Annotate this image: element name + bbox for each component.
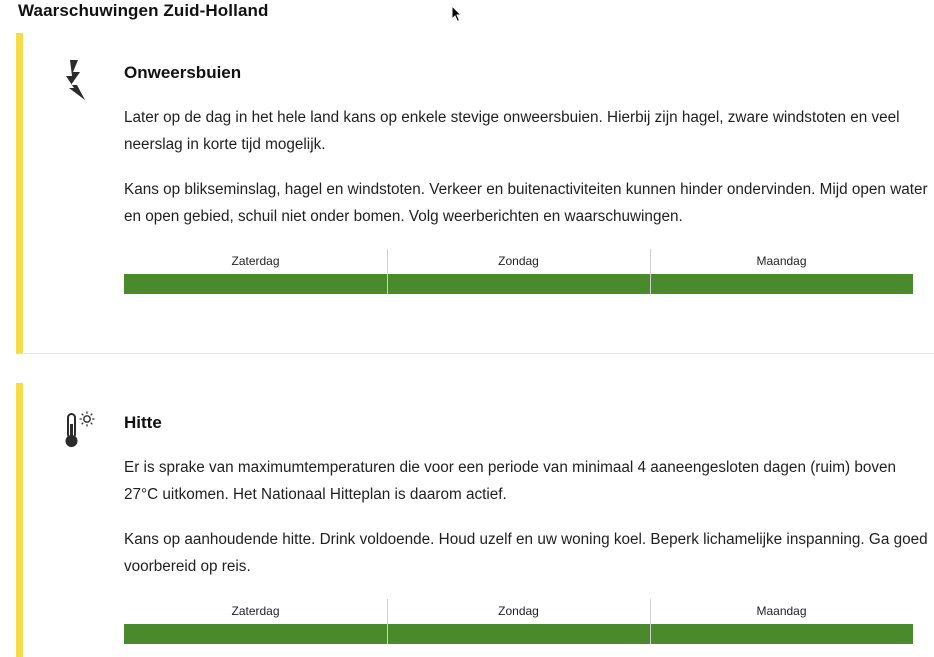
warning-card-onweersbuien bbox=[16, 33, 934, 354]
day-saturday[interactable] bbox=[124, 599, 387, 644]
warning-level-bar bbox=[387, 274, 650, 294]
day-label: Zondag bbox=[498, 604, 539, 618]
warning-advice: Kans op aanhoudende hitte. Drink voldoende. Houd uzelf en uw woning koel. Beperk lichamelijke inspanning. Ga goed voorbereid op reis. bbox=[124, 531, 928, 575]
day-divider bbox=[387, 249, 388, 294]
warning-description: Later op de dag in het hele land kans op enkele stevige onweersbuien. Hierbij zijn hagel, zware windstoten en veel neerslag in korte tijd mogelijk. bbox=[124, 109, 900, 153]
day-label: Zaterdag bbox=[231, 254, 280, 268]
warning-description: Er is sprake van maximumtemperaturen die voor een periode van minimaal 4 aaneengesloten dagen (ruim) boven 27°C uitkomen. Het Nationaal Hitteplan is daarom actief. bbox=[124, 459, 897, 503]
warning-level-bar bbox=[650, 274, 913, 294]
day-monday[interactable] bbox=[650, 599, 913, 644]
day-divider bbox=[650, 599, 651, 644]
day-timeline bbox=[124, 599, 913, 644]
day-sunday[interactable] bbox=[387, 599, 650, 644]
warning-level-bar bbox=[387, 624, 650, 644]
lightning-icon bbox=[61, 58, 87, 102]
thermometer-sun-icon bbox=[61, 410, 97, 450]
warning-title: Onweersbuien bbox=[124, 63, 242, 82]
day-label: Maandag bbox=[756, 254, 807, 268]
day-label: Zondag bbox=[498, 254, 539, 268]
day-label: Zaterdag bbox=[231, 604, 280, 618]
page-title: Waarschuwingen Zuid-Holland bbox=[18, 1, 269, 20]
day-monday[interactable] bbox=[650, 249, 913, 294]
mouse-cursor-icon bbox=[451, 5, 463, 23]
day-timeline bbox=[124, 249, 913, 294]
day-divider bbox=[387, 599, 388, 644]
warning-level-bar bbox=[124, 274, 387, 294]
day-divider bbox=[650, 249, 651, 294]
warning-level-bar bbox=[650, 624, 913, 644]
day-saturday[interactable] bbox=[124, 249, 387, 294]
day-sunday[interactable] bbox=[387, 249, 650, 294]
warning-advice: Kans op blikseminslag, hagel en windstoten. Verkeer en buitenactiviteiten kunnen hinder ondervinden. Mijd open water en open gebied, schuil niet onder bomen. Volg weerberichten en waarschuwingen. bbox=[124, 181, 928, 225]
day-label: Maandag bbox=[756, 604, 807, 618]
warning-title: Hitte bbox=[124, 413, 162, 432]
warning-level-bar bbox=[124, 624, 387, 644]
warning-card-hitte bbox=[16, 383, 934, 657]
